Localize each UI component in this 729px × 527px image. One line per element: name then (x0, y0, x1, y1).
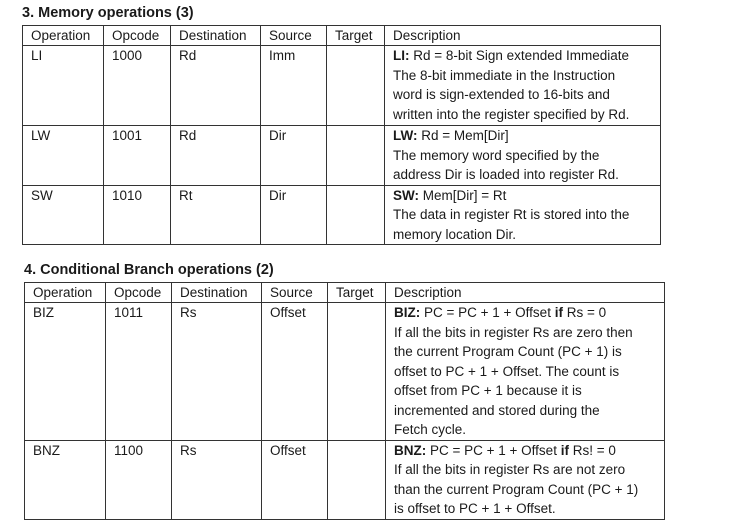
branch-section-title: 4. Conditional Branch operations (2) (24, 262, 274, 278)
cell-target (327, 185, 385, 245)
header-destination: Destination (171, 26, 261, 46)
memory-section-title: 3. Memory operations (3) (22, 5, 194, 21)
cell-target (270, 440, 386, 519)
cell-opcode: 1000 (104, 46, 171, 126)
header-opcode: Opcode (106, 283, 172, 303)
desc-line: address Dir is loaded into register Rd. (393, 167, 619, 182)
cell-source: Dir (261, 185, 327, 245)
desc-label: LW: (393, 128, 418, 143)
cell-source: Imm (261, 46, 327, 126)
cell-destination: Rd (171, 126, 261, 186)
desc-label: BNZ: (394, 442, 427, 458)
cell-description (385, 46, 661, 126)
cell-description (386, 440, 665, 519)
desc-line: than the current Program Count (PC + 1) (394, 481, 639, 497)
desc-line: If all the bits in register Rs are zero then (394, 324, 633, 340)
header-operation: Operation (23, 26, 104, 46)
cell-description (386, 303, 665, 441)
desc-if: if (560, 442, 569, 458)
desc-line: The memory word specified by the (393, 147, 600, 163)
desc-line: word is sign-extended to 16-bits and (393, 87, 610, 102)
cell-opcode: 1010 (104, 185, 171, 245)
cell-destination: Rs (172, 440, 262, 519)
cell-operation: SW (23, 185, 104, 245)
cell-operation: LI (23, 46, 104, 126)
table-row (23, 126, 661, 186)
desc-line: Fetch cycle. (394, 422, 467, 437)
cell-description (385, 185, 661, 245)
desc-formula: PC = PC + 1 + Offset (420, 305, 555, 320)
cell-destination: Rs (172, 303, 262, 441)
desc-condition: Rs! = 0 (568, 442, 616, 458)
header-opcode: Opcode (104, 26, 171, 46)
cell-destination: Rt (171, 185, 261, 245)
cell-offset-text: Offset (270, 442, 306, 458)
cell-source: Offset (262, 303, 328, 441)
desc-line: the current Program Count (PC + 1) is (394, 344, 622, 359)
desc-formula: PC = PC + 1 + Offset (426, 442, 561, 458)
cell-operation: LW (23, 126, 104, 186)
desc-line: offset to PC + 1 + Offset. The count is (394, 363, 620, 379)
cell-target (327, 126, 385, 186)
desc-line: The 8-bit immediate in the Instruction (393, 67, 616, 83)
cell-target (327, 46, 385, 126)
table-row (23, 46, 661, 126)
cell-opcode: 1100 (106, 440, 172, 519)
header-destination: Destination (172, 283, 262, 303)
header-description: Description (386, 283, 665, 303)
header-target: Target (328, 283, 386, 303)
cell-opcode: 1001 (104, 126, 171, 186)
table-row (25, 440, 665, 519)
table-row (25, 303, 665, 441)
cell-target (328, 303, 386, 441)
cell-destination: Rd (171, 46, 261, 126)
header-source: Source (261, 26, 327, 46)
cell-operation: BNZ (25, 440, 106, 519)
cell-source: Dir (261, 126, 327, 186)
desc-formula: Rd = 8-bit Sign extended Immediate (409, 48, 630, 63)
desc-line: memory location Dir. (393, 226, 517, 242)
table-header-row (23, 26, 661, 46)
branch-operations-table (24, 282, 665, 520)
memory-operations-table (22, 25, 661, 245)
cell-opcode: 1011 (106, 303, 172, 441)
header-description: Description (385, 26, 661, 46)
header-source: Source (262, 283, 328, 303)
table-row (23, 185, 661, 245)
desc-label: SW: (393, 187, 419, 203)
table-header-row (25, 283, 665, 303)
cell-description (385, 126, 661, 186)
desc-line: offset from PC + 1 because it is (394, 383, 582, 398)
desc-line: If all the bits in register Rs are not zero (394, 462, 626, 477)
desc-line: is offset to PC + 1 + Offset. (394, 501, 556, 516)
desc-formula: Mem[Dir] = Rt (419, 187, 507, 203)
desc-line: The data in register Rt is stored into the (393, 207, 630, 222)
desc-condition: Rs = 0 (562, 305, 607, 320)
header-operation: Operation (25, 283, 106, 303)
desc-formula: Rd = Mem[Dir] (417, 128, 509, 143)
header-target: Target (327, 26, 385, 46)
desc-label: LI: (393, 48, 410, 63)
desc-line: incremented and stored during the (394, 402, 600, 418)
desc-line: written into the register specified by Rd. (393, 106, 630, 122)
desc-label: BIZ: (394, 305, 421, 320)
desc-if: if (554, 305, 563, 320)
cell-operation: BIZ (25, 303, 106, 441)
